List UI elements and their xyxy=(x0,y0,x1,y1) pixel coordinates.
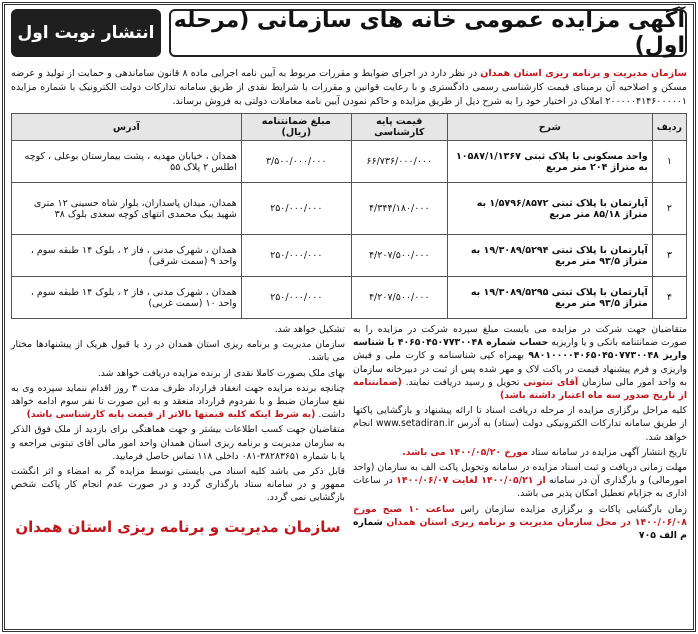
row-description: آپارتمان با پلاک ثبتی ۱۹/۳۰۸۹/۵۲۹۵ به متراژ ۹۳/۵ متر مربع xyxy=(447,277,652,319)
row-description: واحد مسکونی با پلاک ثبتی ۱۰۵۸۷/۱/۱۳۶۷ به متراژ ۲۰۴ متر مربع xyxy=(447,141,652,183)
advertisement-page xyxy=(2,2,696,632)
deadline-dates: از ۱۴۰۰/۰۵/۲۱ لغایت ۱۴۰۰/۰۶/۰۷ xyxy=(396,475,546,487)
header-base-price: قیمت پایه کارشناسی xyxy=(351,114,447,141)
row-address: همدان، میدان پاسداران، بلوار شاه حسینی ۱۲ متری شهید بیک محمدی انتهای کوچه سعدی بلوک ۳۸ xyxy=(12,183,242,235)
deposit-text-3: تحویل و رسید دریافت نمایند. xyxy=(405,376,520,388)
row-deposit: ۲۵۰/۰۰۰/۰۰۰ xyxy=(241,235,351,277)
rejection-terms: سازمان مدیریت و برنامه ریزی استان همدان در رد یا قبول هریک از پیشنهادها مختار می باشد. xyxy=(11,339,345,364)
payment-terms: بهای ملک بصورت کاملا نقدی از برنده مزایده دریافت خواهد شد. xyxy=(97,367,345,379)
publication-badge: انتشار نوبت اول xyxy=(11,9,161,57)
row-number: ۴ xyxy=(652,277,686,319)
process-terms: کلیه مراحل برگزاری مزایده از مرحله دریافت اسناد تا ارائه پیشنهاد و بازگشایی پاکتها از طریق سامانه تدارکات الکترونیکی دولت (ستاد) به آدرس www.setadiran.ir انجام خواهد شد. xyxy=(353,405,687,443)
page-title: آگهی مزایده عمومی خانه های سازمانی (مرحله اول) xyxy=(169,9,687,57)
row-number: ۱ xyxy=(652,141,686,183)
table-header-row xyxy=(12,114,687,141)
row-deposit: ۲۵۰/۰۰۰/۰۰۰ xyxy=(241,277,351,319)
contact-terms: متقاضیان جهت کسب اطلاعات بیشتر و جهت هماهنگی برای بازدید از ملک فوق الذکر به سازمان مدیریت و برنامه ریزی استان همدان واحد امور مالی آقای تبتونی مراجعه و یا با شماره ۳۸۲۸۳۶۵۱-۰۸۱ داخلی ۱۱۸ تماس حاصل فرمایید. xyxy=(11,424,345,462)
header xyxy=(11,9,687,57)
table-row xyxy=(12,235,687,277)
notice-number: شماره م الف ۷۰۵ xyxy=(353,516,687,542)
continuation-text: تشکیل خواهد شد. xyxy=(274,324,345,335)
header-description: شرح xyxy=(447,114,652,141)
intro-paragraph xyxy=(11,67,687,109)
publish-date xyxy=(353,446,687,459)
row-number: ۳ xyxy=(652,235,686,277)
deposit-terms xyxy=(353,323,687,402)
table-row xyxy=(12,141,687,183)
signature-terms: قابل ذکر می باشد کلیه اسناد می بایستی توسط مزایده گر به امضاء و اثر انگشت ممهور و در سامانه ستاد بارگذاری گردد و در صورت عدم انجام کار پاکت شخص بازگشایی نمی گردد. xyxy=(11,466,345,504)
deposit-text-2: بهمراه کپی شناسنامه و کارت ملی و فیش واریزی و فرم پیشنهاد قیمت در پاکت لاک و مهر شده پس از ثبت در دبیرخانه سازمان به واحد امور مالی سازمان xyxy=(353,350,687,388)
row-base-price: ۴/۲۰۷/۵۰۰/۰۰۰ xyxy=(351,235,447,277)
deposit-text: متقاضیان جهت شرکت در مزایده می بایست مبلغ سپرده شرکت در مزایده را به صورت ضمانتنامه بانکی و یا واریزبه xyxy=(353,324,687,349)
row-base-price: ۴/۲۰۷/۵۰۰/۰۰۰ xyxy=(351,277,447,319)
row-deposit: ۲۵۰/۰۰۰/۰۰۰ xyxy=(241,183,351,235)
row-address: همدان ، خیابان مهدیه ، پشت بیمارستان بوعلی ، کوچه اطلس ۲ پلاک ۵۵ xyxy=(12,141,242,183)
account-number: حساب شماره ۴۰۶۵۰۴۵۰۷۷۳۰۰۴۸ با شناسه واریز ۹۸۰۱۰۰۰۰۴۰۶۵۰۴۵۰۷۷۳۰۰۴۸ xyxy=(353,337,687,362)
row-base-price: ۶۶/۷۳۶/۰۰۰/۰۰۰ xyxy=(351,141,447,183)
contract-terms xyxy=(11,382,345,422)
header-address: آدرس xyxy=(12,114,242,141)
price-condition: (به شرط اینکه کلیه قیمتها بالاتر از قیمت پایه کارشناسی باشد) xyxy=(26,409,316,421)
publish-date-value: مورخ ۱۴۰۰/۰۵/۲۰ می باشد. xyxy=(402,446,528,458)
row-address: همدان ، شهرک مدنی ، فاز ۲ ، بلوک ۱۴ طبقه سوم ، واحد ۹ (سمت شرقی) xyxy=(12,235,242,277)
terms-right-column xyxy=(353,323,687,544)
publish-date-label: تاریخ انتشار آگهی مزایده در سامانه ستاد xyxy=(530,446,687,458)
table-row xyxy=(12,183,687,235)
opening-time: ساعت ۱۰ صبح مورخ ۱۴۰۰/۰۶/۰۸ در محل سازمان مدیریت و برنامه ریزی استان همدان xyxy=(353,503,687,528)
opening-terms xyxy=(353,503,687,543)
row-deposit: ۳/۵۰۰/۰۰۰/۰۰۰ xyxy=(241,141,351,183)
deadline-terms xyxy=(353,461,687,501)
row-description: آپارتمان با پلاک ثبتی ۱/۵۷۹۶/۸۵۷۲ به متراژ ۸۵/۱۸ متر مربع xyxy=(447,183,652,235)
row-address: همدان ، شهرک مدنی ، فاز ۲ ، بلوک ۱۴ طبقه سوم ، واحد ۱۰ (سمت غربی) xyxy=(12,277,242,319)
deadline-text: مهلت زمانی دریافت و ثبت اسناد مزایده در سامانه وتحویل پاکت الف به سازمان (واحد امورمالی) و بارگذاری آن در سامانه xyxy=(353,462,687,487)
terms-columns xyxy=(11,323,687,544)
organization-signature: سازمان مدیریت و برنامه ریزی استان همدان xyxy=(15,517,341,536)
intro-text: در نظر دارد در اجرای ضوابط و مقررات مربوط به آیین نامه اجرایی ماده ۸ قانون ساماندهی و حمایت از تولید و عرضه مسکن و اصلاحیه آن برمبنای قیمت کارشناسی رسمی دادگستری و با رعایت قوانین و مقررات با شرایط نقدی از طریق سامانه تدارکات دولت الکترونیک با شماره مزایده ۲۰۰۰۰۰۴۱۴۶۰۰۰۰۰۱ املاک در اختیار خود را به شرح ذیل از طریق مزایده و حاکم نمودن آیین نامه معاملات دولتی به فروش برساند. xyxy=(11,68,687,107)
header-deposit: مبلغ ضمانتنامه (ریال) xyxy=(241,114,351,141)
deadline-text-2: در ساعات اداری به جزایام تعطیل امکان پذیر می باشد. xyxy=(353,475,687,500)
opening-text: زمان بازگشایی پاکات و برگزاری مزایده سازمان راس xyxy=(460,503,687,515)
terms-left-column xyxy=(11,323,345,544)
row-description: آپارتمان با پلاک ثبتی ۱۹/۳۰۸۹/۵۲۹۴ به متراژ ۹۳/۵ متر مربع xyxy=(447,235,652,277)
table-row xyxy=(12,277,687,319)
header-row-number: ردیف xyxy=(652,114,686,141)
contract-text: چنانچه برنده مزایده جهت انعقاد قرارداد ظرف مدت ۳ روز اقدام ننماید سپرده وی به نفع سازمان ضبط و با نفردوم قرارداد منعقد و به این صورت تا نفر سوم ادامه خواهد داشت. xyxy=(11,382,346,421)
properties-table xyxy=(11,113,687,319)
guarantee-validity: (ضمانتنامه از تاریخ صدور سه ماه اعتبار داشته باشد) xyxy=(353,376,687,402)
intro-org: سازمان مدیریت و برنامه ریزی استان همدان xyxy=(480,68,687,79)
row-base-price: ۴/۳۴۴/۱۸۰/۰۰۰ xyxy=(351,183,447,235)
contact-person: آقای تبتونی xyxy=(523,376,579,388)
row-number: ۲ xyxy=(652,183,686,235)
